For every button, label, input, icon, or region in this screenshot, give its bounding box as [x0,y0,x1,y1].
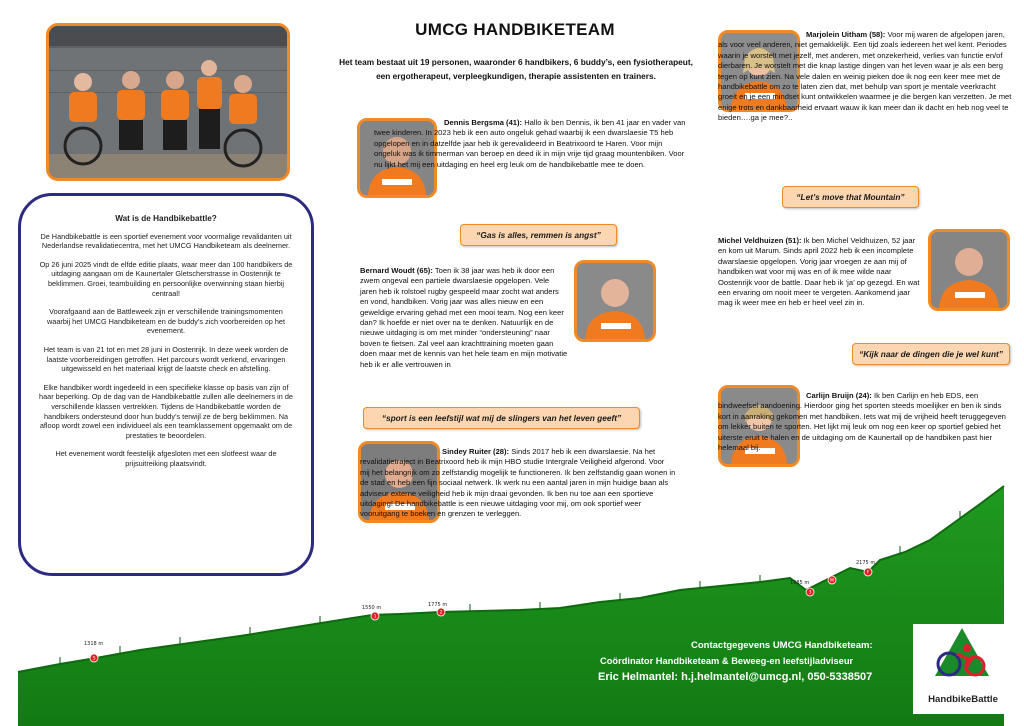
member-text: Sinds 2017 heb ik een dwarslaesie. Na het revalidatietraject in Beatrixoord heb ik mijn HBO studie Intergrale Veiligheid afgerond. Voor mij het belangrijk om zo zelfstandig mogelijk te functioneren. Ik ben zelfstandig gaan wonen in de stad en heb een fijn sociaal netwerk. Ik werk nu een aantal jaren in mijn huidige baan als adviseur externe veiligheid heb ik mijn draai gevonden. Ik ben nu toe aan een sportieve uitdaging! De handbikebattle is een nieuwe uitdaging voor mij, om ook sportief weer vooruitgang te boeken en grenzen te verleggen. [360,447,676,519]
info-paragraph: Op 26 juni 2025 vindt de elfde editie plaats, waar meer dan 100 handbikers de uitdaging aangaan om de Kaunertaler Gletscherstrasse in Oostenrijk te beklimmen. Groei, teambuilding en persoonlijke overwinning staan hierbij centraal! [39,259,293,298]
logo-text: HandbikeBattle [928,694,998,705]
bio-michel [718,236,922,309]
member-text: Ik ben Michel Veldhuizen, 52 jaar en kom uit Marum. Sinds april 2022 heb ik een incomplete dwarslaesie opgelopen. Vorig jaar vroegen ze aan mij of handbiken wat voor mij was en of ik mee wilde naar Oostenrijk voor de battle. Daar heb ik ‘ja’ op gezegd. En wat een ervaring om nooit meer te vergeten. Aankomend jaar mag ik weer mee en heb er heel veel zin in. [718,236,920,308]
contact-heading: Contactgegevens UMCG Handbiketeam: [691,640,873,651]
elevation-label: 1775 m [428,602,448,608]
bio-dennis [374,118,690,170]
contact-role: Coördinator Handbiketeam & Beweeg-en leefstijladviseur [600,656,854,666]
info-paragraph: Het evenement wordt feestelijk afgesloten met een slotfeest waar de prijsuitreiking plaatsvindt. [55,449,277,468]
contact-block [598,640,908,683]
mountain-profile [0,440,1024,726]
elevation-label: 2175 m [856,560,876,566]
handbikebattle-logo [913,624,1011,714]
member-name: Sindey Ruiter (28): [442,447,510,456]
marker-label: W [829,578,835,584]
info-heading: Wat is de Handbikebattle? [115,214,217,223]
member-text: Hallo ik ben Dennis, ik ben 41 jaar en vader van twee kinderen. In 2023 heb ik een auto ongeluk gehad waarbij ik een dwarslaesie T5 heb opgelopen en in datzelfde jaar heb ik gerevalideerd in Beatrixoord te Haren. Voor mijn ongeluk was ik timmerman van beroep en deed ik in mijn vrije tijd graag mountenbiken. Voor nu lijkt het mij een uitdaging en heel erg leuk om de handbikebattle mee te doen. [374,118,686,169]
quote-michel: “Kijk naar de dingen die je wel kunt” [852,343,1010,365]
member-text: Voor mij waren de afgelopen jaren, als voor veel anderen, niet gemakkelijk. Een tijd zoals iedereen het wel kent. Periodes waarin je worstelt met jezelf, met anderen, met onzekerheid, verlies van functie en/of dierbaren. Je worstelt met die knap lastige dingen van het leven waar je als een berg tegen op kunt zien. Na vele dalen en weinig pieken doe ik nog een keer mee met de handbikebattle om zo te laten zien dat, met behulp van sport je mentale veerkracht groeit en je een mindset kunt ontwikkelen waarmee je die bergen kan verzetten. Je met enige trots en dankbaarheid ervaart wauw ik kan meer dan ik dacht en heb nog veel te bieden….ga je mee?.. [718,30,1012,123]
info-paragraph: Het team is van 21 tot en met 28 juni in Oostenrijk. In deze week worden de laatste voorbereidingen getroffen. Het parcours wordt verkend, ervaringen uitgewisseld en het materiaal krijgt de laatste check en afstelling. [43,344,289,374]
marker-label: S [92,656,96,662]
quote-dennis: “Gas is alles, remmen is angst” [460,224,617,246]
info-paragraph: De Handbikebattle is een sportief evenement voor voormalige revalidanten uit Nederlandse revalidatiecentra, met het UMCG Handbiketeam als deelnemer. [40,231,292,251]
contact-person: Eric Helmantel: h.j.helmantel@umcg.nl, 050-5338507 [598,671,873,683]
team-photo [46,23,290,181]
member-name: Bernard Woudt (65): [360,266,433,275]
portrait-michel [928,229,1010,311]
marker-label: 2 [439,610,443,616]
member-name: Marjolein Uitham (58): [806,30,886,39]
elevation-label: 1550 m [362,605,382,611]
page-title: UMCG HANDBIKETEAM [415,20,615,39]
member-name: Michel Veldhuizen (51): [718,236,802,245]
portrait-bernard [574,260,656,342]
quote-bernard: “sport is een leefstijl wat mij de slingers van het leven geeft” [363,407,640,429]
quote-marjolein: “Let’s move that Mountain” [782,186,919,208]
elevation-label: 1985 m [790,580,810,586]
bio-marjolein [718,30,1014,124]
member-name: Dennis Bergsma (41): [444,118,523,127]
marker-label: 1 [373,614,377,620]
marker-label: F [866,570,870,576]
bio-bernard [360,266,568,370]
member-name: Carlijn Bruijn (24): [806,391,872,400]
info-paragraph: Voorafgaand aan de Battleweek zijn er verschillende trainingsmomenten waarbij het UMCG Handbiketeam en de buddy’s zich voorbereiden op het evenement. [47,307,285,336]
marker-label: 3 [808,590,812,596]
member-text: Ik ben Carlijn en heb EDS, een bindweefsel aandoening. Hierdoor ging het sporten steeds moeilijker en ben ik sinds kort in aanraking gekomen met handbiken. Iets wat mij de vrijheid heeft teruggegeven om lekker buiten te sporten. Het lijkt mij leuk om nog een keer op sportief gebied het uiterste eruit te halen en de uitdaging om de Kaunertall op de handbiken past hier helemaal bij. [718,391,1006,453]
elevation-label: 1318 m [84,641,104,647]
info-paragraph: Elke handbiker wordt ingedeeld in een specifieke klasse op basis van zijn of haar beperking. Op de dag van de Handbikebattle zullen alle deelnemers in de verschillende klassen vertrekken. Tijdens de Handbikebattle worden de handbikers ondersteund door hun buddy’s terwijl ze de berg beklimmen. Na afloop wordt zowel een individueel als een teamklassement opgemaakt om de prestaties te beoordelen. [39,382,293,440]
team-intro: Het team bestaat uit 19 personen, waaronder 6 handbikers, 6 buddy’s, een fysiotherapeut, een ergotherapeut, verpleegkundigen, therapie assistenten en trainers. [339,57,693,81]
member-text: Toen ik 38 jaar was heb ik door een zwem ongeval een partiele dwarslaesie opgelopen. Vele jaren heb ik rolstoel rugby gespeeld maar zocht wat anders en vond, handbiken. Vorig jaar was alles nieuw en een geweldige ervaring gehad met een mooi team. Nog een keer dan? Ik hoefde er niet over na te denken. Natuurlijk en de nieuwe uitdaging is om met minder “ondersteuning” naar boven te fietsen. Zal veel aan krachttraining moeten gaan doen maar met de kennis van het hele team en mijn motivatie heb ik er alle vertrouwen in [360,266,568,369]
